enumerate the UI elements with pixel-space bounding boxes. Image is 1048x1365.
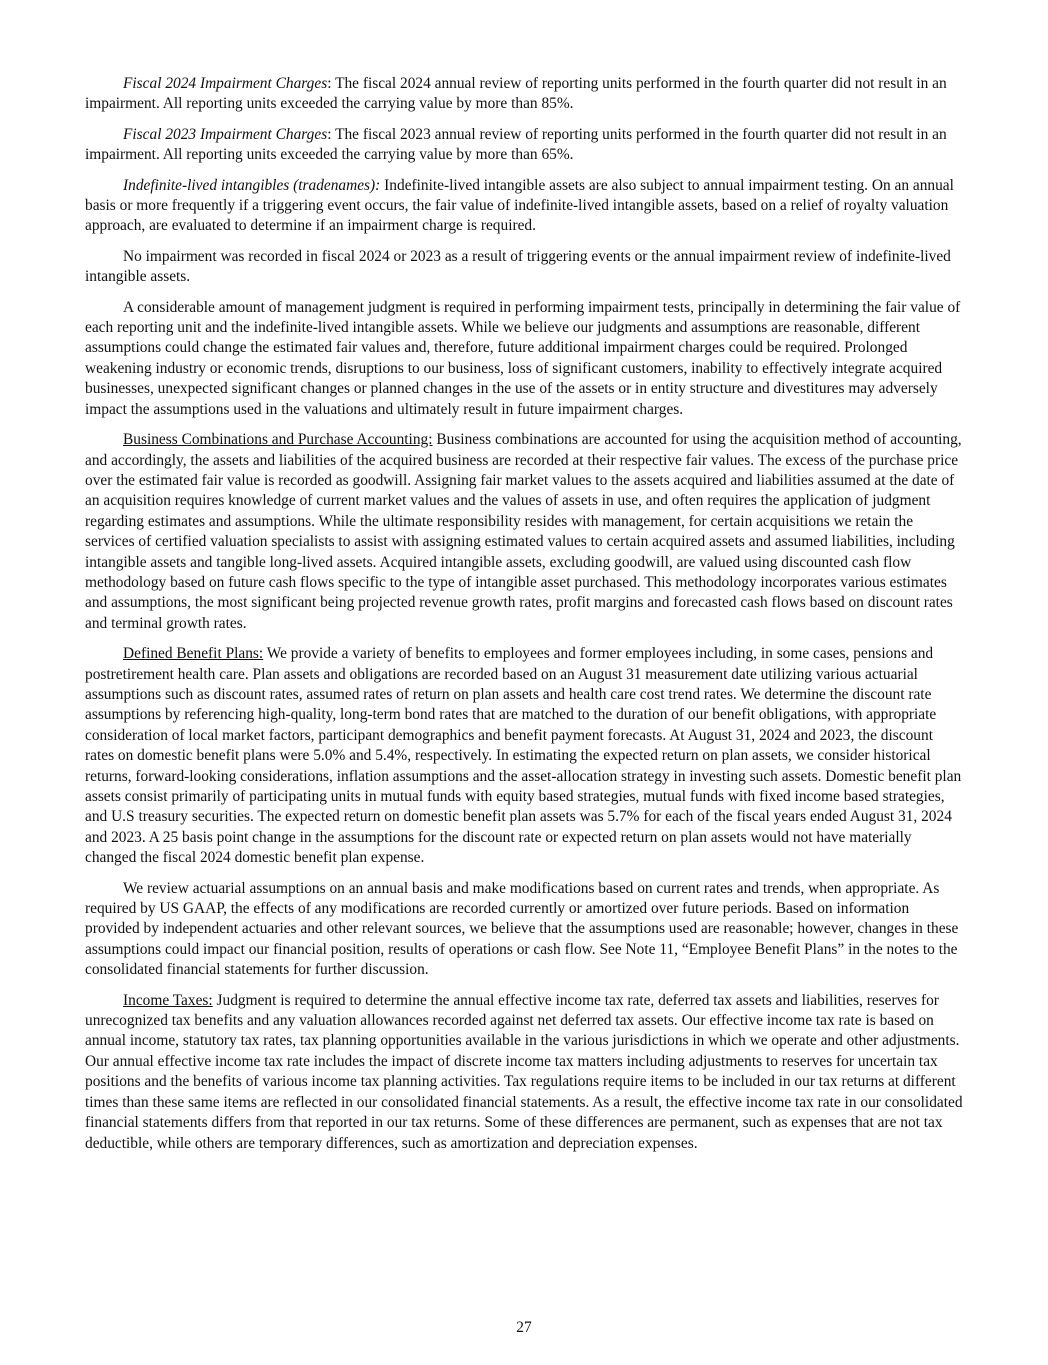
paragraph-text: Business combinations are accounted for using the acquisition method of accounting, and accordingly, the assets and liabilities of the acquired business are recorded at their respective fair values. The excess of the purchase price over the estimated fair value is recorded as goodwill. Assigning fair market values to the assets acquired and liabilities assumed at the date of an acquisition requires knowledge of current market values and the values of assets in use, and often requires the application of judgment regarding estimates and assumptions. While the ultimate responsibility resides with management, for certain acquisitions we retain the services of certified valuation specialists to assist with assigning estimated values to certain acquired assets and assumed liabilities, including intangible assets and tangible long-lived assets. Acquired intangible assets, excluding goodwill, are valued using discounted cash flow methodology based on future cash flows specific to the type of intangible asset purchased. This methodology incorporates various estimates and assumptions, the most significant being projected revenue growth rates, profit margins and forecasted cash flows based on discount rates and terminal growth rates. [85, 431, 962, 632]
paragraph-actuarial-assumptions [85, 879, 965, 981]
paragraph-text: The fiscal 2023 annual review of reporting units performed in the fourth quarter did not result in an impairment. All reporting units exceeded the carrying value by more than 65%. [85, 125, 947, 164]
document-body [85, 74, 965, 1164]
section-heading: Business Combinations and Purchase Accounting: [123, 431, 433, 449]
paragraph-management-judgment [85, 298, 965, 420]
paragraph-defined-benefit-plans [85, 644, 965, 868]
paragraph-text: The fiscal 2024 annual review of reporting units performed in the fourth quarter did not result in an impairment. All reporting units exceeded the carrying value by more than 85%. [85, 75, 947, 113]
section-heading: Income Taxes: [123, 991, 213, 1009]
paragraph-text: Judgment is required to determine the annual effective income tax rate, deferred tax assets and liabilities, reserves for unrecognized tax benefits and any valuation allowances recorded against net deferred tax assets. Our effective income tax rate is based on annual income, statutory tax rates, tax planning opportunities available in the various jurisdictions in which we operate and other adjustments. Our annual effective income tax rate includes the impact of discrete income tax matters including adjustments to reserves for uncertain tax positions and the benefits of various income tax planning activities. Tax regulations require items to be included in our tax returns at different times than these same items are reflected in our consolidated financial statements. As a result, the effective income tax rate in our consolidated financial statements differs from that reported in our tax returns. Some of these differences are permanent, such as expenses that are not tax deductible, while others are temporary differences, such as amortization and depreciation expenses. [85, 991, 963, 1152]
paragraph-fiscal-2023-impairment [85, 125, 965, 166]
paragraph-business-combinations [85, 430, 965, 634]
paragraph-separator: : [327, 125, 336, 143]
paragraph-income-taxes [85, 991, 965, 1154]
paragraph-indefinite-lived-intangibles [85, 176, 965, 237]
paragraph-text: Indefinite-lived intangible assets are also subject to annual impairment testing. On an annual basis or more frequently if a triggering event occurs, the fair value of indefinite-lived intangible assets, based on a relief of royalty valuation approach, are evaluated to determine if an impairment charge is required. [85, 176, 954, 235]
paragraph-lead: Indefinite-lived intangibles (tradenames): [123, 176, 381, 194]
paragraph-text: We provide a variety of benefits to employees and former employees including, in some cases, pensions and postretirement health care. Plan assets and obligations are recorded based on an August 31 measurement date utilizing various actuarial assumptions such as discount rates, assumed rates of return on plan assets and health care cost trend rates. We determine the discount rate assumptions by referencing high-quality, long-term bond rates that are matched to the duration of our benefit obligations, with appropriate consideration of local market factors, participant demographics and benefit payment forecasts. At August 31, 2024 and 2023, the discount rates on domestic benefit plans were 5.0% and 5.4%, respectively. In estimating the expected return on plan assets, we consider historical returns, forward-looking considerations, inflation assumptions and the asset-allocation strategy in investing such assets. Domestic benefit plan assets consist primarily of participating units in mutual funds with equity based strategies, mutual funds with fixed income based strategies, and U.S treasury securities. The expected return on domestic benefit plan assets was 5.7% for each of the fiscal years ended August 31, 2024 and 2023. A 25 basis point change in the assumptions for the discount rate or expected return on plan assets would not have materially changed the fiscal 2024 domestic benefit plan expense. [85, 645, 962, 867]
paragraph-no-impairment [85, 247, 965, 288]
paragraph-fiscal-2024-impairment [85, 74, 965, 115]
page-number: 27 [516, 1319, 532, 1336]
paragraph-lead: Fiscal 2023 Impairment Charges [123, 125, 328, 143]
section-heading: Defined Benefit Plans: [123, 645, 264, 663]
paragraph-lead: Fiscal 2024 Impairment Charges [123, 75, 328, 92]
paragraph-text: A considerable amount of management judgment is required in performing impairment tests, principally in determining the fair value of each reporting unit and the indefinite-lived intangible assets. While we believe our judgments and assumptions are reasonable, different assumptions could change the estimated fair values and, therefore, future additional impairment charges could be required. Prolonged weakening industry or economic trends, disruptions to our business, loss of significant customers, inability to effectively integrate acquired businesses, unexpected significant changes or planned changes in the use of the assets or in entity structure and divestitures may adversely impact the assumptions used in the valuations and ultimately result in future impairment charges. [85, 298, 961, 418]
paragraph-text: No impairment was recorded in fiscal 2024 or 2023 as a result of triggering events or the annual impairment review of indefinite-lived intangible assets. [85, 247, 951, 286]
paragraph-text: We review actuarial assumptions on an annual basis and make modifications based on current rates and trends, when appropriate. As required by US GAAP, the effects of any modifications are recorded currently or amortized over future periods. Based on information provided by independent actuaries and other relevant sources, we believe that the assumptions used are reasonable; however, changes in these assumptions could impact our financial position, results of operations or cash flow. See Note 11, “Employee Benefit Plans” in the notes to the consolidated financial statements for further discussion. [85, 879, 959, 979]
paragraph-separator: : [327, 75, 336, 92]
